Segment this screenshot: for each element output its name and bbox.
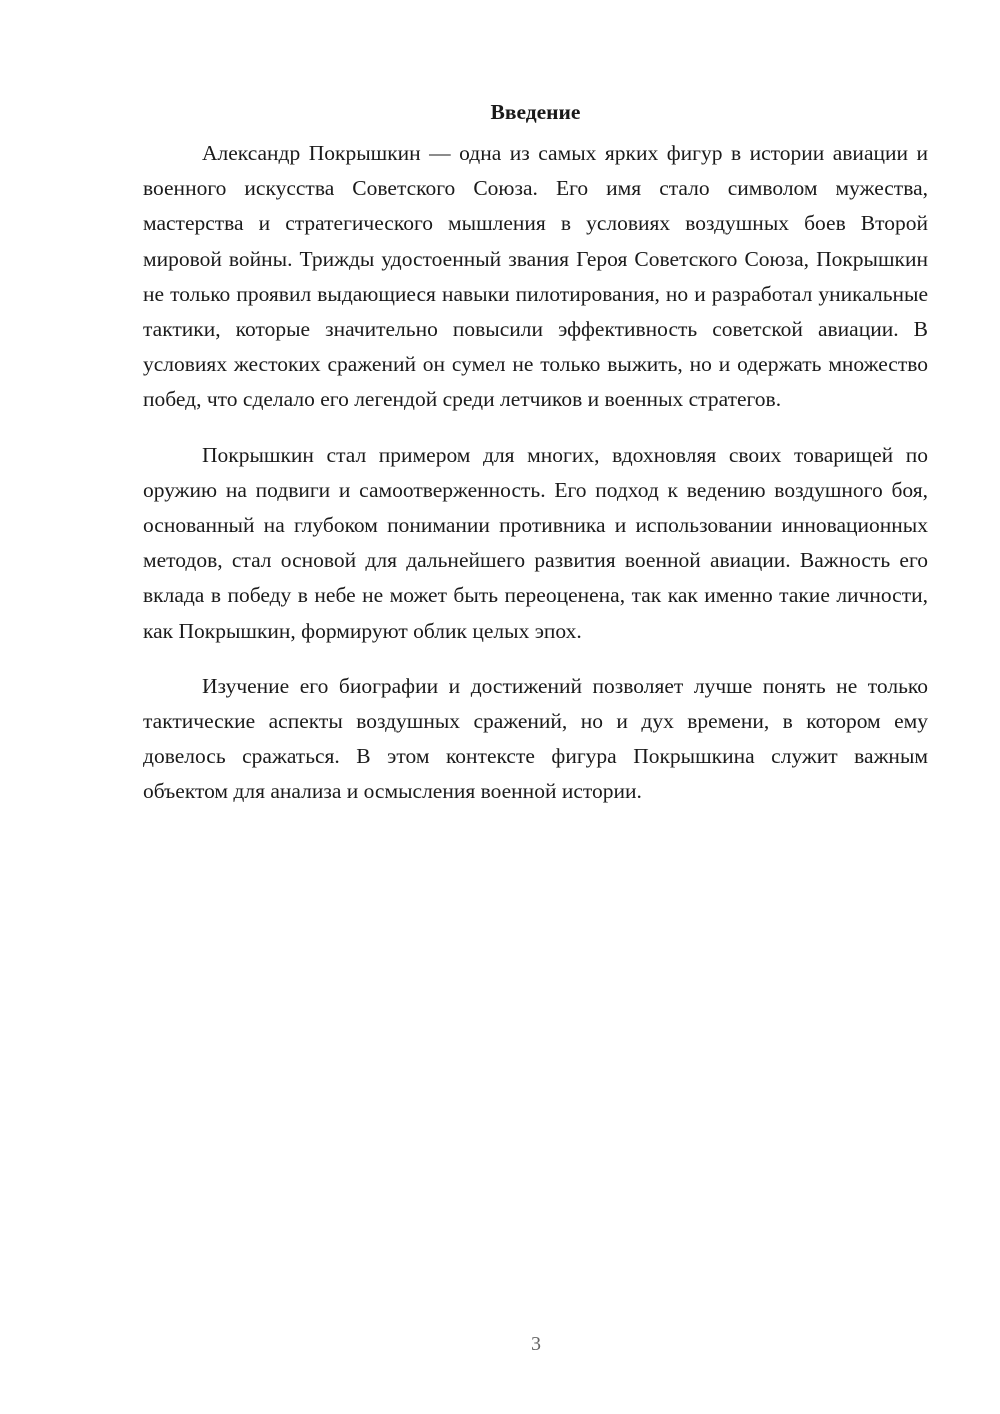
page-content	[143, 96, 928, 830]
page-number: 3	[531, 1333, 541, 1355]
section-heading: Введение	[490, 100, 581, 124]
paragraph-3: Изучение его биографии и достижений позволяет лучше понять не только тактические аспекты воздушных сражений, но и дух времени, в котором ему довелось сражаться. В этом контексте фигура Покрышкина служит важным объектом для анализа и осмысления военной истории.	[143, 673, 928, 804]
paragraph-2: Покрышкин стал примером для многих, вдохновляя своих товарищей по оружию на подвиги и самоотверженность. Его подход к ведению воздушного боя, основанный на глубоком понимании противника и использовании инновационных методов, стал основой для дальнейшего развития военной авиации. Важность его вклада в победу в небе не может быть переоценена, так как именно такие личности, как Покрышкин, формируют облик целых эпох.	[143, 442, 928, 643]
paragraph-1: Александр Покрышкин — одна из самых ярких фигур в истории авиации и военного искусства Советского Союза. Его имя стало символом мужества, мастерства и стратегического мышления в условиях воздушных боев Второй мировой войны. Трижды удостоенный звания Героя Советского Союза, Покрышкин не только проявил выдающиеся навыки пилотирования, но и разработал уникальные тактики, которые значительно повысили эффективность советской авиации. В условиях жестоких сражений он сумел не только выжить, но и одержать множество побед, что сделало его легендой среди летчиков и военных стратегов.	[143, 141, 928, 412]
